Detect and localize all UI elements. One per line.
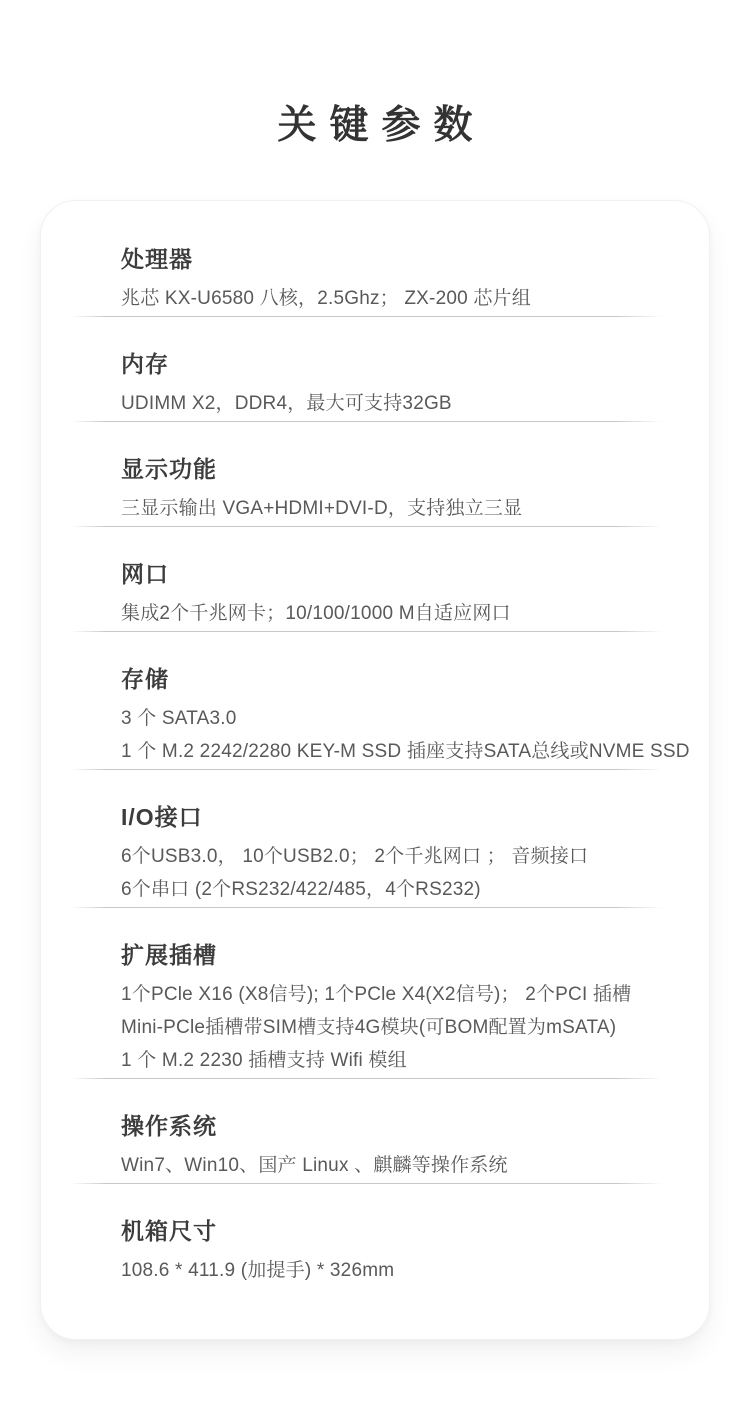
section-expansion <box>41 908 709 1078</box>
section-line: 6个串口 (2个RS232/422/485，4个RS232) <box>121 879 481 900</box>
section-heading: 处理器 <box>121 246 193 272</box>
section-line: 三显示输出 VGA+HDMI+DVI-D，支持独立三显 <box>121 498 523 519</box>
section-network <box>41 527 709 631</box>
section-memory <box>41 317 709 421</box>
section-heading: 机箱尺寸 <box>121 1218 217 1244</box>
section-heading: I/O接口 <box>121 804 203 830</box>
section-line: 108.6 * 411.9 (加提手) * 326mm <box>121 1260 395 1281</box>
page-title: 关键参数 <box>277 104 486 147</box>
section-os <box>41 1079 709 1183</box>
section-heading: 显示功能 <box>121 456 217 482</box>
section-line: 1 个 M.2 2230 插槽支持 Wifi 模组 <box>121 1050 407 1071</box>
spec-card <box>40 200 710 1340</box>
section-line: 6个USB3.0， 10个USB2.0； 2个千兆网口 ； 音频接口 <box>121 846 589 867</box>
section-line: 兆芯 KX-U6580 八核，2.5Ghz； ZX-200 芯片组 <box>121 288 531 309</box>
section-storage <box>41 632 709 769</box>
section-line: Mini-PCle插槽带SIM槽支持4G模块(可BOM配置为mSATA) <box>121 1017 617 1038</box>
section-chassis <box>41 1184 709 1288</box>
section-line: 3 个 SATA3.0 <box>121 708 237 729</box>
section-line: 集成2个千兆网卡；10/100/1000 M自适应网口 <box>121 603 511 624</box>
section-line: 1个PCle X16 (X8信号); 1个PCle X4(X2信号)； 2个PCI 插槽 <box>121 984 632 1005</box>
section-display <box>41 422 709 526</box>
section-heading: 存储 <box>121 666 169 692</box>
section-heading: 网口 <box>121 561 169 587</box>
section-line: UDIMM X2，DDR4，最大可支持32GB <box>121 393 452 414</box>
section-processor <box>41 201 709 316</box>
section-heading: 操作系统 <box>121 1113 217 1139</box>
section-heading: 扩展插槽 <box>121 942 217 968</box>
section-heading: 内存 <box>121 351 169 377</box>
section-line: Win7、Win10、国产 Linux 、麒麟等操作系统 <box>121 1155 508 1176</box>
section-io <box>41 770 709 907</box>
section-line: 1 个 M.2 2242/2280 KEY-M SSD 插座支持SATA总线或NVME SSD <box>121 741 690 762</box>
